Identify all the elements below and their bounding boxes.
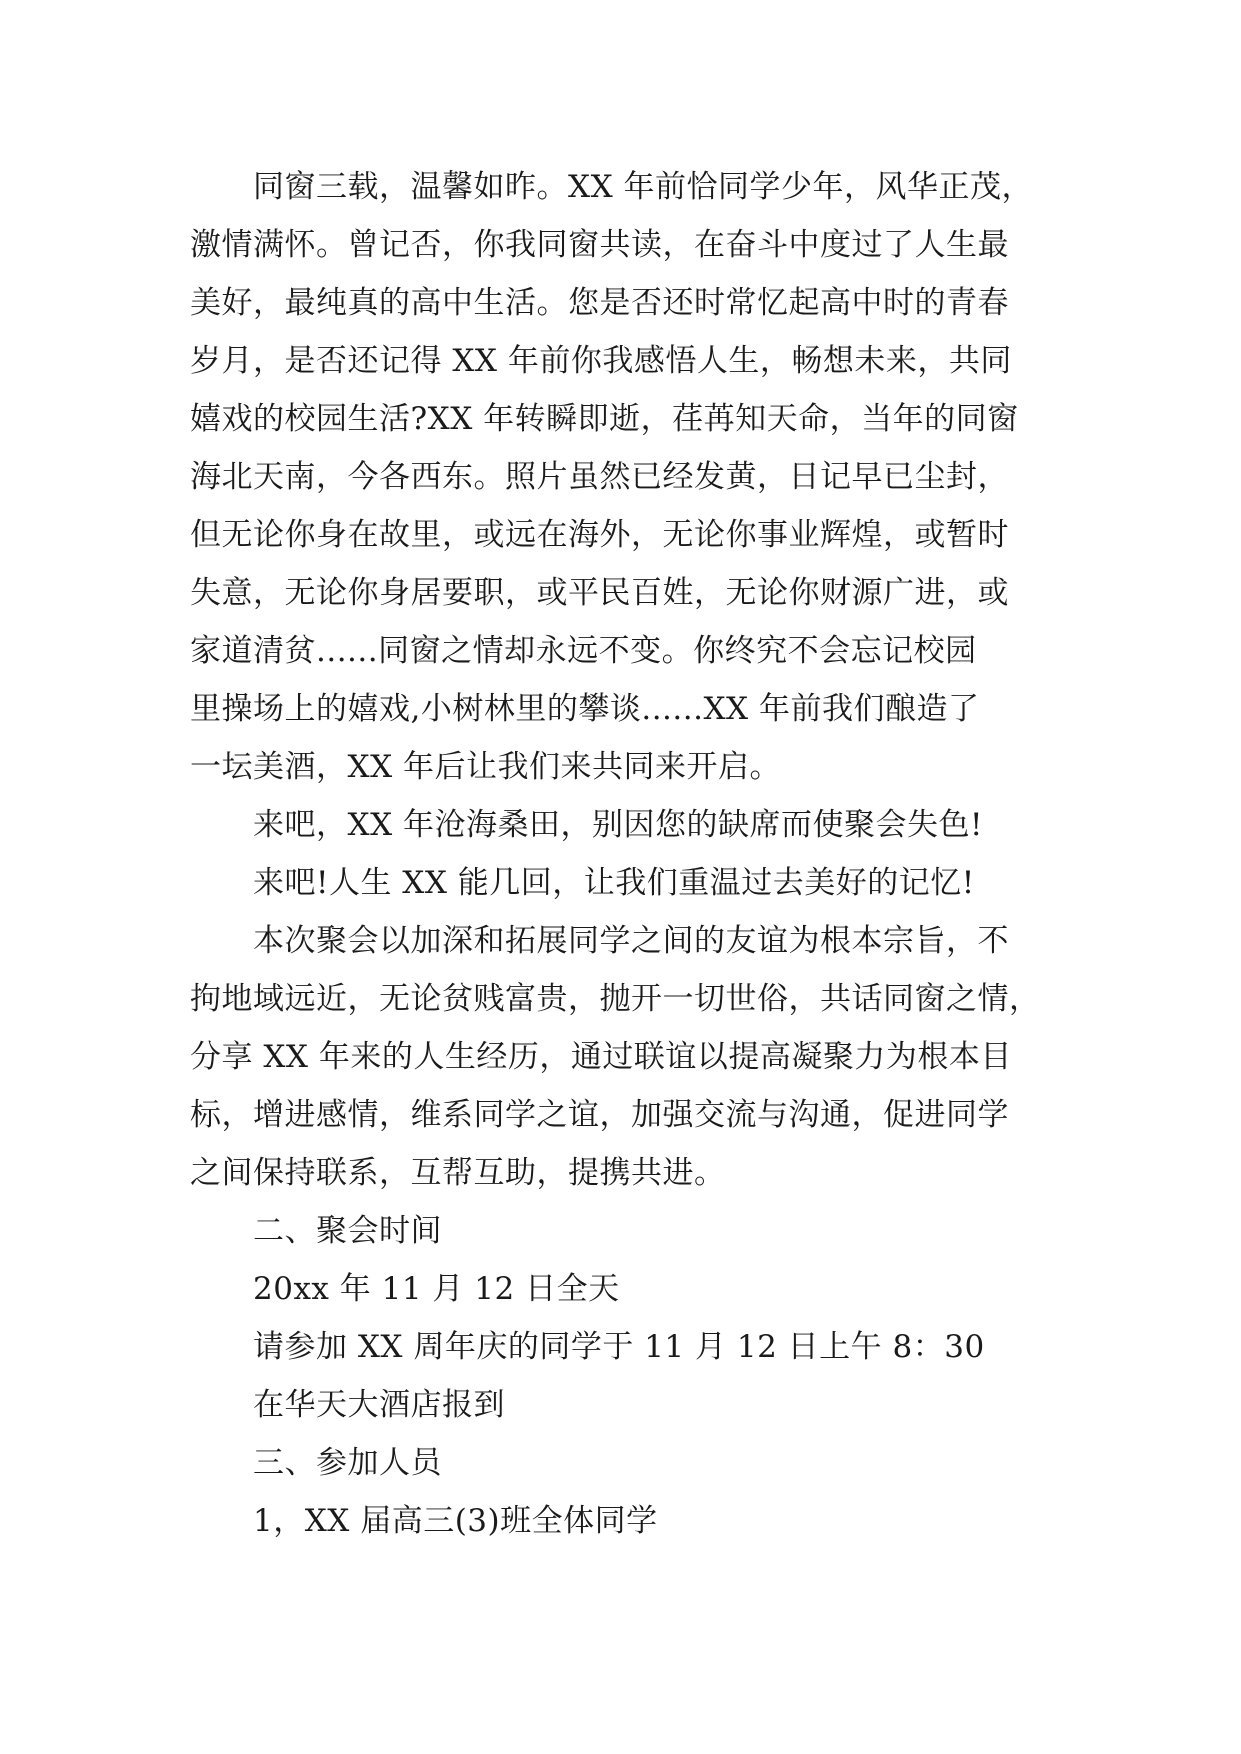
text-line: 本次聚会以加深和拓展同学之间的友谊为根本宗旨，不 (253, 923, 1009, 959)
text-line: 海北天南，今各西东。照片虽然已经发黄，日记早已尘封， (190, 459, 1009, 495)
text-line: 同窗三载，温馨如昨。XX 年前恰同学少年，风华正茂， (253, 169, 1033, 205)
text-line: 在华天大酒店报到 (253, 1387, 505, 1423)
text-line: 里操场上的嬉戏,小树林里的攀谈......XX 年前我们酿造了 (190, 691, 980, 727)
text-line: 拘地域远近，无论贫贱富贵，抛开一切世俗，共话同窗之情， (190, 981, 1041, 1017)
text-line: 家道清贫......同窗之情却永远不变。你终究不会忘记校园 (190, 633, 977, 669)
text-line: 嬉戏的校园生活?XX 年转瞬即逝，荏苒知天命，当年的同窗 (190, 401, 1019, 437)
section-heading: 三、参加人员 (253, 1445, 442, 1481)
text-line: 之间保持联系，互帮互助，提携共进。 (190, 1155, 726, 1191)
text-line: 失意，无论你身居要职，或平民百姓，无论你财源广进，或 (190, 575, 1009, 611)
text-line: 标，增进感情，维系同学之谊，加强交流与沟通，促进同学 (190, 1097, 1009, 1133)
text-line: 请参加 XX 周年庆的同学于 11 月 12 日上午 8：30 (253, 1329, 985, 1365)
text-line: 20xx 年 11 月 12 日全天 (253, 1271, 620, 1307)
text-line: 来吧!人生 XX 能几回，让我们重温过去美好的记忆! (253, 865, 975, 901)
text-line: 美好，最纯真的高中生活。您是否还时常忆起高中时的青春 (190, 285, 1009, 321)
document-body (190, 158, 1070, 1550)
list-item: 1，XX 届高三(3)班全体同学 (253, 1503, 658, 1539)
text-line: 激情满怀。曾记否，你我同窗共读，在奋斗中度过了人生最 (190, 227, 1009, 263)
text-line: 分享 XX 年来的人生经历，通过联谊以提高凝聚力为根本目 (190, 1039, 1012, 1075)
text-line: 来吧，XX 年沧海桑田，别因您的缺席而使聚会失色! (253, 807, 983, 843)
section-heading: 二、聚会时间 (253, 1213, 442, 1249)
text-line: 岁月，是否还记得 XX 年前你我感悟人生，畅想未来，共同 (190, 343, 1012, 379)
text-line: 一坛美酒，XX 年后让我们来共同来开启。 (190, 749, 781, 785)
text-line: 但无论你身在故里，或远在海外，无论你事业辉煌，或暂时 (190, 517, 1009, 553)
